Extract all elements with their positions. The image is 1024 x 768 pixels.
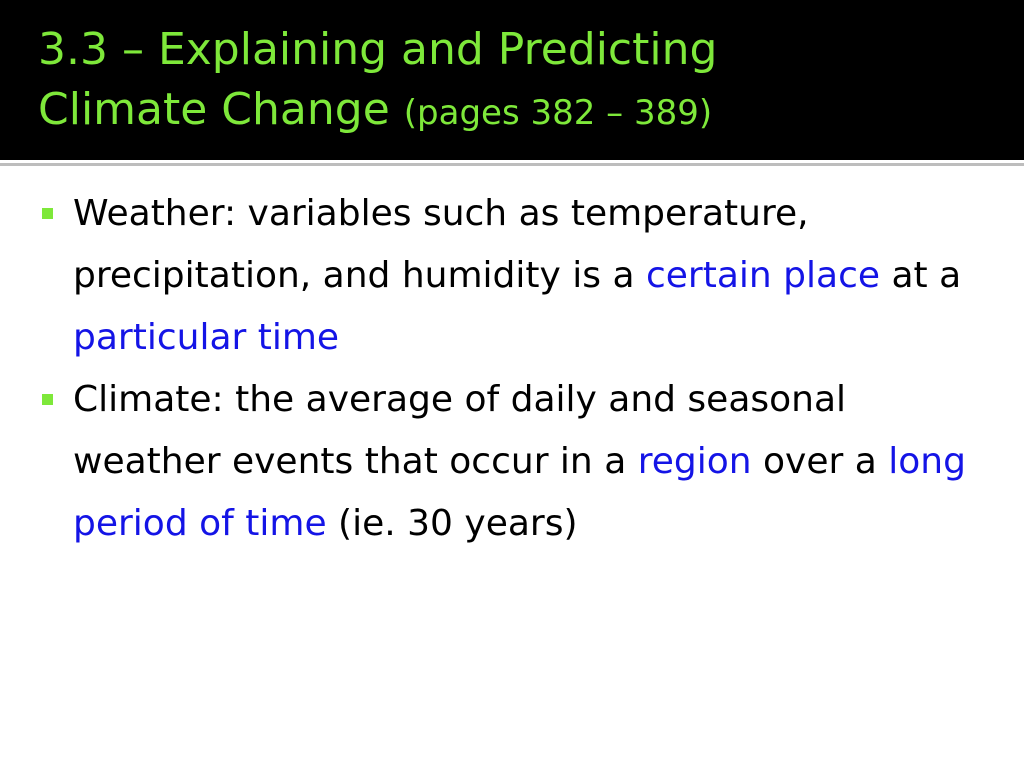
highlight-term: particular time [73,317,340,358]
title-line-1: 3.3 – Explaining and Predicting [38,24,718,75]
title-subtitle: (pages 382 – 389) [403,93,713,133]
highlight-term: long period of time [73,441,966,544]
highlight-term: region [637,441,752,482]
bullet-list [0,183,1024,555]
bullet-text: Weather: variables such as temperature, precipitation, and humidity is a [73,193,809,296]
square-bullet-icon [42,208,53,219]
square-bullet-icon [42,394,53,405]
bullet-text: over a [751,441,889,482]
title-line-2: Climate Change [38,84,390,135]
bullet-item-climate [0,369,1024,555]
title-bar [0,0,1024,160]
highlight-term: certain place [645,255,881,296]
bullet-text: Climate: the average of daily and seasonal weather events that occur in a [73,379,847,482]
bullet-item-weather [0,183,1024,369]
bullet-text: (ie. 30 years) [326,503,578,544]
slide-title [38,20,1008,143]
header-divider [0,163,1024,166]
bullet-text: at a [880,255,962,296]
